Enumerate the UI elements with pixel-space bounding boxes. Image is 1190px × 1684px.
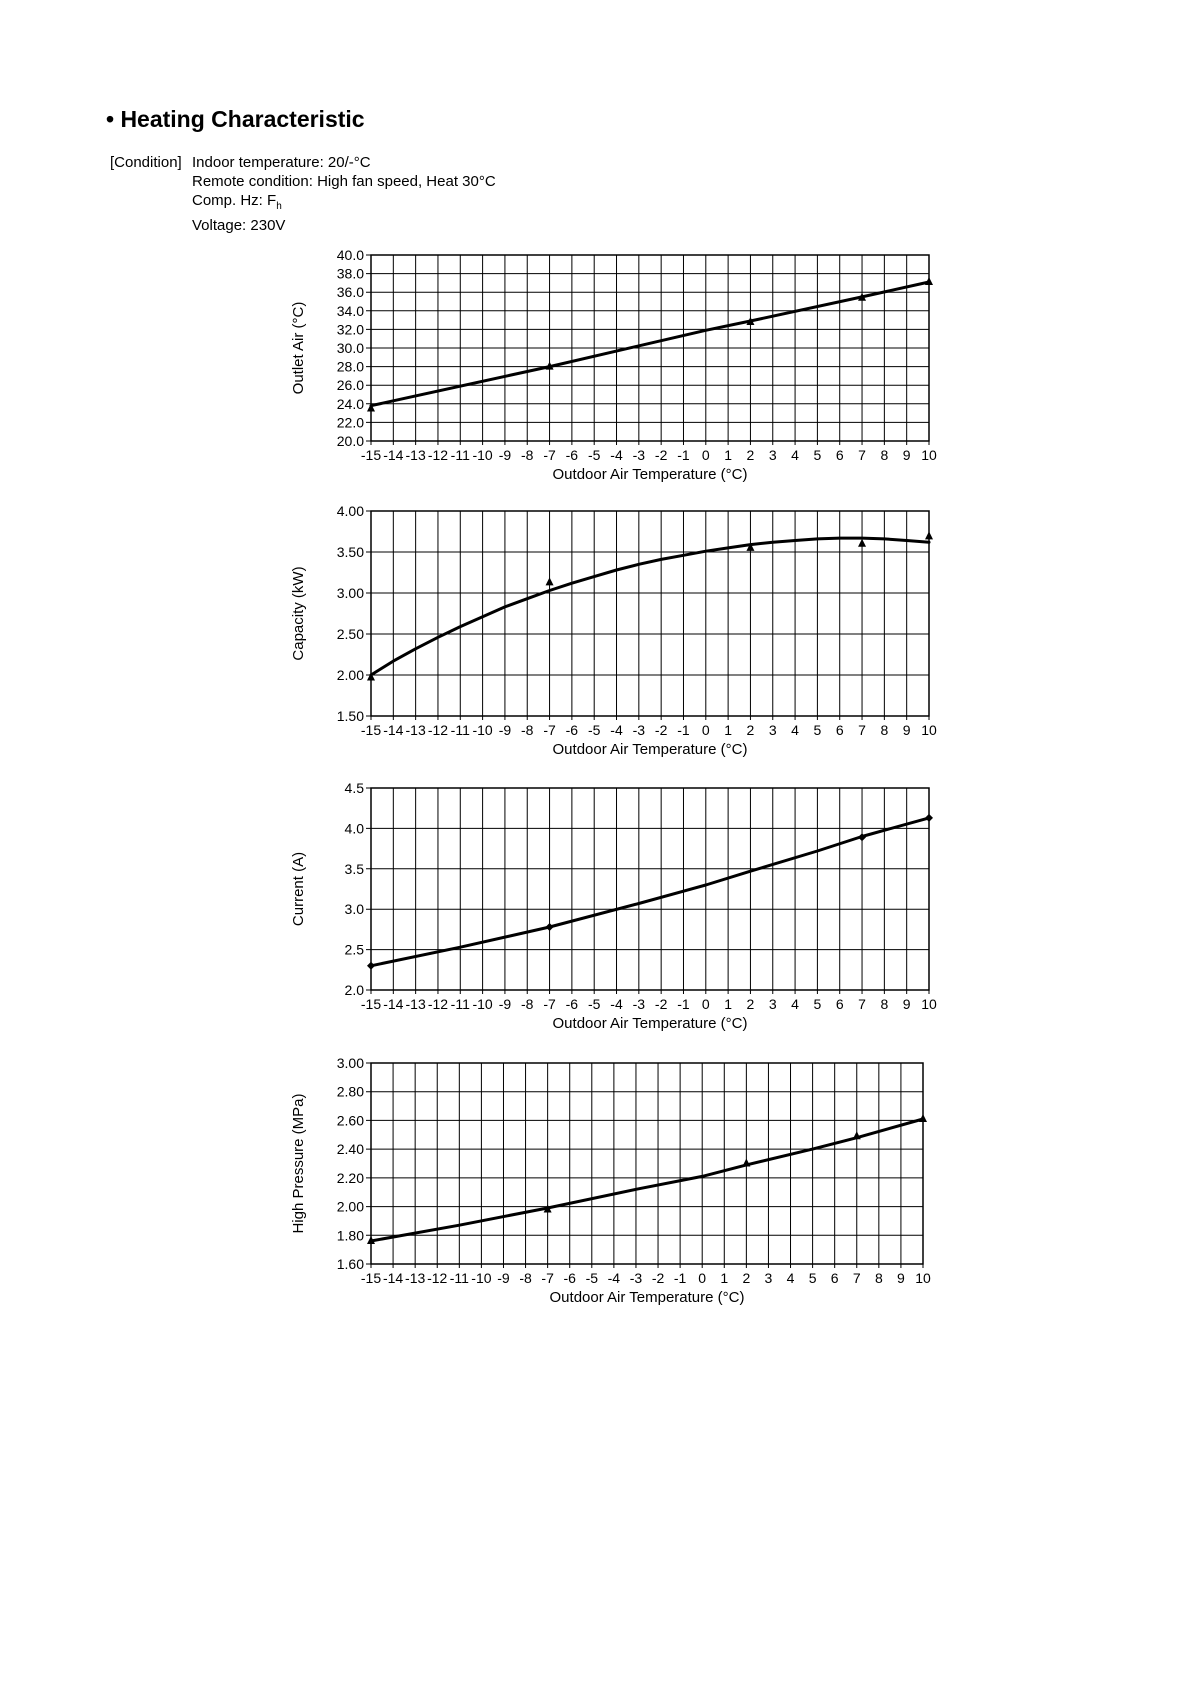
- condition-comp-hz: Comp. Hz: F: [192, 192, 277, 209]
- x-tick-label: -1: [677, 722, 690, 738]
- x-tick-label: 6: [835, 722, 844, 738]
- y-tick-label: 2.50: [336, 626, 364, 642]
- x-tick-label: -13: [405, 1270, 426, 1286]
- y-axis-label: Outlet Air (°C): [290, 301, 307, 395]
- series-line: [371, 282, 929, 406]
- y-tick-label: 2.60: [336, 1112, 364, 1129]
- x-axis-label: Outdoor Air Temperature (°C): [549, 1289, 745, 1306]
- x-tick-label: -11: [450, 996, 470, 1012]
- x-tick-label: -14: [383, 447, 404, 463]
- x-tick-label: -6: [565, 447, 579, 463]
- y-tick-label: 2.80: [336, 1083, 364, 1100]
- y-tick-label: 4.0: [344, 820, 364, 837]
- x-tick-label: 2: [742, 1270, 751, 1286]
- x-tick-label: 7: [858, 447, 866, 463]
- x-tick-label: -3: [632, 447, 646, 463]
- x-tick-label: 5: [808, 1270, 817, 1286]
- x-tick-label: 10: [921, 996, 937, 1012]
- x-axis-label: Outdoor Air Temperature (°C): [552, 741, 748, 758]
- x-tick-label: -12: [427, 1270, 448, 1286]
- page-title: • Heating Characteristic: [106, 106, 365, 132]
- x-tick-label: 6: [835, 447, 844, 463]
- data-point-marker: [367, 962, 375, 970]
- x-tick-label: -2: [651, 1270, 665, 1286]
- x-tick-label: -8: [521, 996, 534, 1012]
- x-axis-label: Outdoor Air Temperature (°C): [552, 466, 748, 483]
- x-tick-label: -1: [677, 447, 690, 463]
- x-tick-label: -14: [382, 1270, 404, 1286]
- x-tick-label: -6: [563, 1270, 576, 1286]
- x-tick-label: 2: [746, 722, 755, 738]
- data-point-marker: [546, 577, 554, 585]
- x-tick-label: -8: [521, 722, 534, 738]
- x-tick-label: 7: [858, 722, 866, 738]
- y-tick-label: 22.0: [336, 414, 364, 431]
- x-tick-label: -3: [629, 1270, 643, 1286]
- x-tick-label: -9: [497, 1270, 510, 1286]
- x-tick-label: 2: [746, 996, 755, 1012]
- x-tick-label: -4: [610, 447, 623, 463]
- x-tick-label: -10: [472, 447, 493, 463]
- x-tick-label: 0: [701, 996, 710, 1012]
- x-tick-label: 1: [724, 447, 733, 463]
- chart-3: [290, 780, 937, 1032]
- y-tick-label: 38.0: [336, 265, 364, 282]
- y-tick-label: 3.0: [344, 901, 364, 918]
- x-tick-label: 8: [874, 1270, 883, 1286]
- y-tick-label: 2.5: [344, 941, 364, 958]
- x-tick-label: -5: [587, 447, 601, 463]
- x-tick-label: -12: [427, 722, 449, 738]
- x-tick-label: 8: [880, 722, 889, 738]
- x-tick-label: 4: [791, 996, 799, 1012]
- chart-1: [290, 247, 937, 483]
- x-tick-label: -10: [471, 1270, 492, 1286]
- x-tick-label: 4: [791, 722, 799, 738]
- condition-remote: Remote condition: High fan speed, Heat 30°C: [192, 173, 496, 190]
- y-tick-label: 1.50: [336, 708, 364, 724]
- x-tick-label: 7: [858, 996, 866, 1012]
- data-point-marker: [925, 531, 933, 539]
- x-tick-label: -6: [565, 722, 579, 738]
- x-tick-label: -4: [610, 996, 623, 1012]
- y-tick-label: 26.0: [336, 377, 364, 394]
- x-tick-label: -3: [632, 996, 646, 1012]
- x-tick-label: 7: [852, 1270, 861, 1286]
- x-tick-label: 3: [768, 447, 777, 463]
- x-tick-label: -15: [360, 996, 382, 1012]
- x-tick-label: 3: [768, 722, 777, 738]
- x-tick-label: -10: [472, 996, 493, 1012]
- x-tick-label: -13: [405, 996, 426, 1012]
- x-tick-label: -11: [450, 447, 470, 463]
- condition-comp-hz-subscript: h: [276, 201, 282, 212]
- x-tick-label: -8: [521, 447, 534, 463]
- x-tick-label: -8: [519, 1270, 532, 1286]
- series-line: [371, 818, 929, 966]
- y-tick-label: 2.0: [344, 982, 364, 998]
- condition-voltage: Voltage: 230V: [192, 217, 286, 234]
- y-tick-label: 3.00: [336, 1055, 364, 1071]
- x-tick-label: 0: [701, 447, 710, 463]
- x-tick-label: -15: [360, 1270, 382, 1286]
- x-tick-label: 4: [786, 1270, 795, 1286]
- y-axis-label: High Pressure (MPa): [290, 1093, 307, 1234]
- x-tick-label: 6: [830, 1270, 839, 1286]
- x-tick-label: -12: [427, 447, 449, 463]
- plot-frame: [371, 1063, 923, 1264]
- x-tick-label: -9: [498, 996, 512, 1012]
- x-tick-label: 5: [813, 447, 822, 463]
- x-tick-label: 0: [698, 1270, 707, 1286]
- x-tick-label: -13: [405, 447, 426, 463]
- x-tick-label: -10: [472, 722, 493, 738]
- y-tick-label: 2.00: [336, 667, 364, 683]
- x-tick-label: 9: [897, 1270, 905, 1286]
- y-tick-label: 1.80: [336, 1227, 364, 1244]
- x-tick-label: -7: [543, 996, 556, 1012]
- x-tick-label: -9: [498, 722, 512, 738]
- x-tick-label: -14: [383, 722, 404, 738]
- series-line: [371, 538, 929, 675]
- x-tick-label: -7: [543, 722, 556, 738]
- x-tick-label: 3: [764, 1270, 773, 1286]
- x-tick-label: 10: [921, 447, 937, 463]
- x-tick-label: -11: [450, 722, 470, 738]
- y-axis-label: Current (A): [290, 851, 307, 927]
- x-tick-label: -11: [449, 1270, 469, 1286]
- x-tick-label: 2: [746, 447, 755, 463]
- x-tick-label: -5: [587, 722, 601, 738]
- plot-frame: [371, 788, 929, 990]
- data-point-marker: [925, 814, 933, 822]
- x-tick-label: 1: [724, 996, 733, 1012]
- x-tick-label: -14: [383, 996, 404, 1012]
- x-tick-label: -5: [585, 1270, 599, 1286]
- y-tick-label: 4.5: [344, 780, 364, 796]
- y-tick-label: 3.00: [336, 585, 364, 601]
- y-tick-label: 4.00: [336, 503, 364, 519]
- x-tick-label: -7: [541, 1270, 554, 1286]
- x-tick-label: 9: [902, 447, 911, 463]
- data-point-marker: [742, 1159, 750, 1167]
- x-tick-label: -4: [610, 722, 623, 738]
- x-tick-label: -7: [543, 447, 556, 463]
- x-tick-label: 8: [880, 996, 889, 1012]
- y-tick-label: 36.0: [336, 284, 364, 301]
- y-tick-label: 1.60: [336, 1256, 364, 1272]
- x-tick-label: -1: [677, 996, 690, 1012]
- x-tick-label: 1: [724, 722, 733, 738]
- condition-indoor-temperature: Indoor temperature: 20/-°C: [192, 154, 371, 171]
- condition-label: [Condition]: [110, 154, 182, 171]
- plot-frame: [371, 511, 929, 716]
- x-tick-label: -15: [360, 447, 382, 463]
- x-tick-label: 6: [835, 996, 844, 1012]
- x-tick-label: 1: [720, 1270, 729, 1286]
- x-tick-label: 10: [921, 722, 937, 738]
- y-tick-label: 34.0: [336, 302, 364, 319]
- x-tick-label: -6: [565, 996, 579, 1012]
- data-point-marker: [925, 277, 933, 285]
- y-tick-label: 20.0: [336, 433, 364, 449]
- x-tick-label: 3: [768, 996, 777, 1012]
- data-point-marker: [853, 1131, 861, 1139]
- data-point-marker: [919, 1114, 927, 1122]
- data-point-marker: [858, 539, 866, 547]
- series-line: [371, 1119, 923, 1241]
- x-tick-label: 9: [902, 996, 911, 1012]
- x-tick-label: 5: [813, 722, 822, 738]
- x-tick-label: -9: [498, 447, 512, 463]
- x-tick-label: -5: [587, 996, 601, 1012]
- x-axis-label: Outdoor Air Temperature (°C): [552, 1015, 748, 1032]
- y-tick-label: 28.0: [336, 358, 364, 375]
- y-tick-label: 2.00: [336, 1198, 364, 1215]
- y-tick-label: 24.0: [336, 395, 364, 412]
- y-tick-label: 3.5: [344, 860, 364, 877]
- x-tick-label: -15: [360, 722, 382, 738]
- x-tick-label: 5: [813, 996, 822, 1012]
- x-tick-label: 8: [880, 447, 889, 463]
- x-tick-label: 9: [902, 722, 911, 738]
- chart-2: [290, 503, 937, 758]
- x-tick-label: -2: [654, 996, 668, 1012]
- x-tick-label: 10: [915, 1270, 931, 1286]
- x-tick-label: -13: [405, 722, 426, 738]
- y-tick-label: 32.0: [336, 321, 364, 338]
- y-tick-label: 40.0: [336, 247, 364, 263]
- y-tick-label: 2.20: [336, 1169, 364, 1186]
- y-tick-label: 2.40: [336, 1141, 364, 1158]
- x-tick-label: 0: [701, 722, 710, 738]
- x-tick-label: -2: [654, 447, 668, 463]
- y-tick-label: 30.0: [336, 340, 364, 356]
- x-tick-label: -1: [673, 1270, 687, 1286]
- x-tick-label: -2: [654, 722, 668, 738]
- chart-4: [290, 1055, 931, 1306]
- x-tick-label: -12: [427, 996, 449, 1012]
- data-point-marker: [546, 923, 554, 931]
- x-tick-label: 4: [791, 447, 799, 463]
- x-tick-label: -4: [607, 1270, 621, 1286]
- x-tick-label: -3: [632, 722, 646, 738]
- y-axis-label: Capacity (kW): [290, 566, 307, 661]
- y-tick-label: 3.50: [336, 544, 364, 560]
